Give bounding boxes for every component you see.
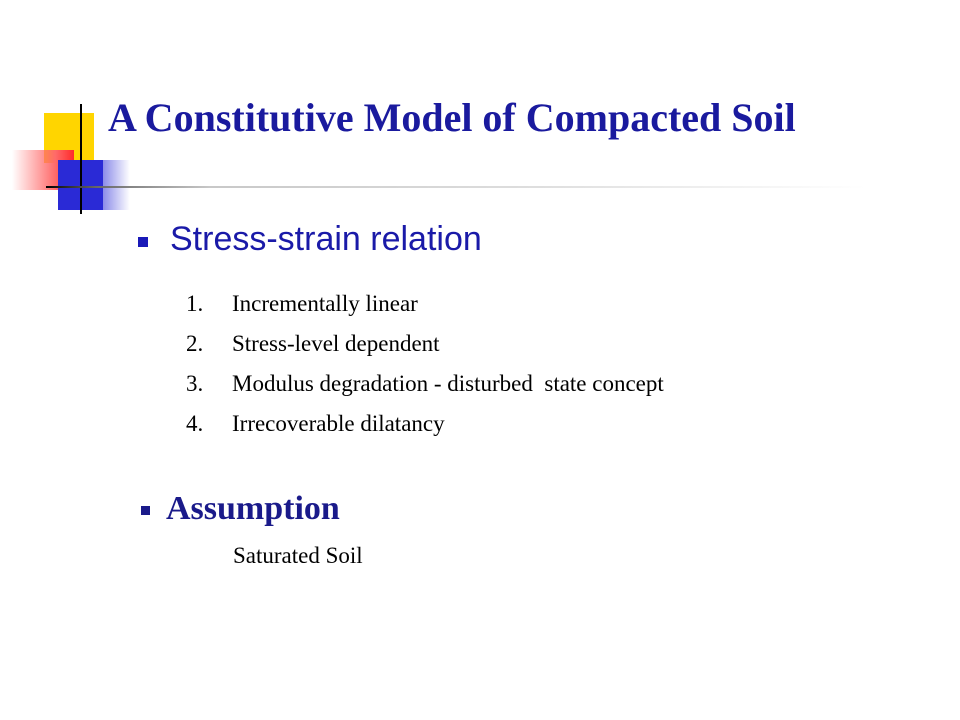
list-text: Incrementally linear (232, 291, 418, 316)
title-underline (46, 186, 866, 188)
list-number: 2. (186, 331, 204, 356)
numbered-list (186, 288, 664, 448)
square-bullet-icon (138, 237, 148, 247)
square-bullet-icon (141, 506, 150, 515)
list-item (186, 288, 664, 328)
vertical-rule (80, 104, 82, 214)
assumption-text: Saturated Soil (233, 543, 363, 568)
list-text: Stress-level dependent (232, 331, 440, 356)
blue-fade (100, 160, 130, 210)
list-number: 4. (186, 411, 204, 436)
list-text: Modulus degradation - disturbed state concept (232, 371, 664, 396)
list-number: 3. (186, 371, 204, 396)
slide-title: A Constitutive Model of Compacted Soil (108, 95, 796, 140)
section-heading-stress-strain: Stress-strain relation (170, 220, 482, 258)
list-item (186, 368, 664, 408)
list-item (186, 328, 664, 368)
section-heading-assumption: Assumption (166, 490, 340, 527)
list-text: Irrecoverable dilatancy (232, 411, 445, 436)
list-number: 1. (186, 291, 204, 316)
list-item (186, 408, 664, 448)
